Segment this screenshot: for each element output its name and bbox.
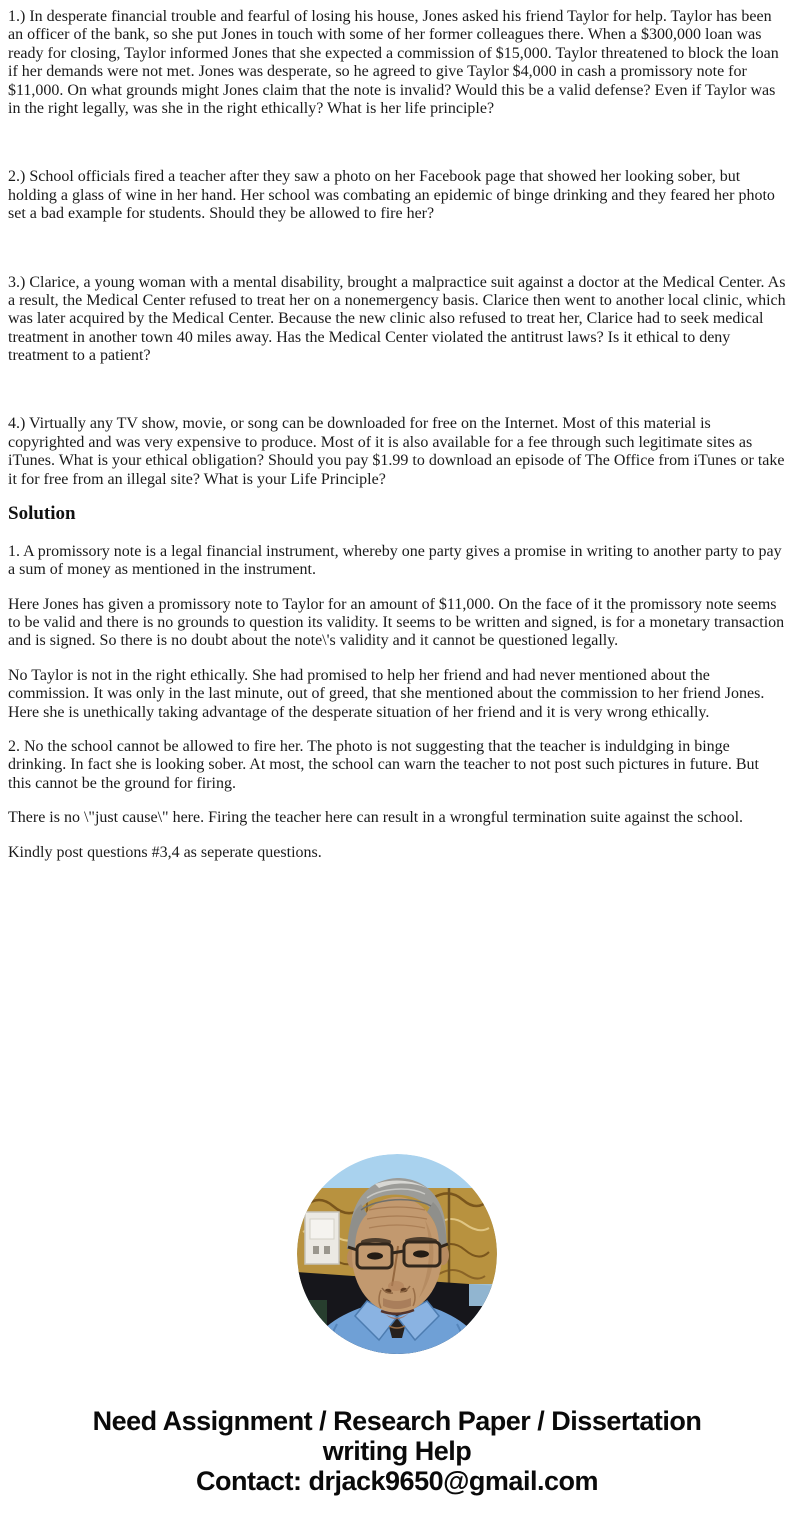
- avatar-row: [8, 1154, 786, 1354]
- question-4: 4.) Virtually any TV show, movie, or song can be downloaded for free on the Internet. Most of this material is copyrighted and was very expensive to produce. Most of it is also available for a fee through such legitimate sites as iTunes. What is your ethical obligation? Should you pay $1.99 to download an episode of The Office from iTunes or take it for free from an illegal site? What is your Life Principle?: [8, 415, 785, 488]
- solution-paragraph-6: Kindly post questions #3,4 as seperate questions.: [8, 843, 322, 861]
- solution-paragraph-5: There is no \"just cause\" here. Firing the teacher here can result in a wrongful termination suite against the school.: [8, 809, 744, 827]
- solution-paragraph-2: Here Jones has given a promissory note to Taylor for an amount of $11,000. On the face of it the promissory note seems to be valid and there is no grounds to question its validity. It seems to be written and signed, is for a monetary transaction and is signed. So there is no doubt about the note\'s validity and it cannot be questioned legally.: [8, 595, 785, 650]
- blue-patch: [469, 1284, 497, 1306]
- question-1: 1.) In desperate financial trouble and fearful of losing his house, Jones asked his friend Taylor for help. Taylor has been an officer of the bank, so she put Jones in touch with some of her former colleagues there. When a $300,000 loan was ready for closing, Taylor informed Jones that she expected a commission of $15,000. Taylor threatened to block the loan if her demands were not met. Jones was desperate, so he agreed to give Taylor $4,000 in cash a promissory note for $11,000. On what grounds might Jones claim that the note is invalid? Would this be a valid defense? Even if Taylor was in the right legally, was she in the right ethically? What is her life principle?: [8, 8, 779, 117]
- question-3: 3.) Clarice, a young woman with a mental disability, brought a malpractice suit against a doctor at the Medical Center. As a result, the Medical Center refused to treat her on a nonemergency basis. Clarice then went to another local clinic, which was later acquired by the Medical Center. Because the new clinic also refused to treat her, Clarice had to seek medical treatment in another town 40 miles away. Has the Medical Center violated the antitrust laws? Is it ethical to deny treatment to a patient?: [8, 273, 786, 365]
- solution-heading: Solution: [8, 503, 76, 525]
- footer-line-2: writing Help: [322, 1435, 472, 1466]
- wall-panel: [305, 1212, 339, 1264]
- footer-line-1: Need Assignment / Research Paper / Dissertation: [92, 1405, 702, 1436]
- solution-paragraph-1: 1. A promissory note is a legal financial instrument, whereby one party gives a promise in writing to another party to pay a sum of money as mentioned in the instrument.: [8, 542, 782, 579]
- footer-line-3: Contact: drjack9650@gmail.com: [196, 1465, 598, 1496]
- solution-paragraph-3: No Taylor is not in the right ethically. She had promised to help her friend and had never mentioned about the commission. It was only in the last minute, out of greed, that she mentioned about the commission to her friend Jones. Here she is unethically taking advantage of the desperate situation of her friend and it is very wrong ethically.: [8, 666, 765, 721]
- solution-paragraph-4: 2. No the school cannot be allowed to fire her. The photo is not suggesting that the teacher is induldging in binge drinking. In fact she is looking sober. At most, the school can warn the teacher to not post such pictures in future. But this cannot be the ground for firing.: [8, 738, 759, 792]
- chair-hint: [303, 1300, 327, 1334]
- avatar: [297, 1154, 497, 1354]
- footer-banner: [8, 1406, 786, 1496]
- tutor-photo: [297, 1154, 497, 1354]
- question-2: 2.) School officials fired a teacher after they saw a photo on her Facebook page that showed her looking sober, but holding a glass of wine in her hand. Her school was combating an epidemic of binge drinking and they feared her photo set a bad example for students. Should they be allowed to fire her?: [8, 168, 775, 223]
